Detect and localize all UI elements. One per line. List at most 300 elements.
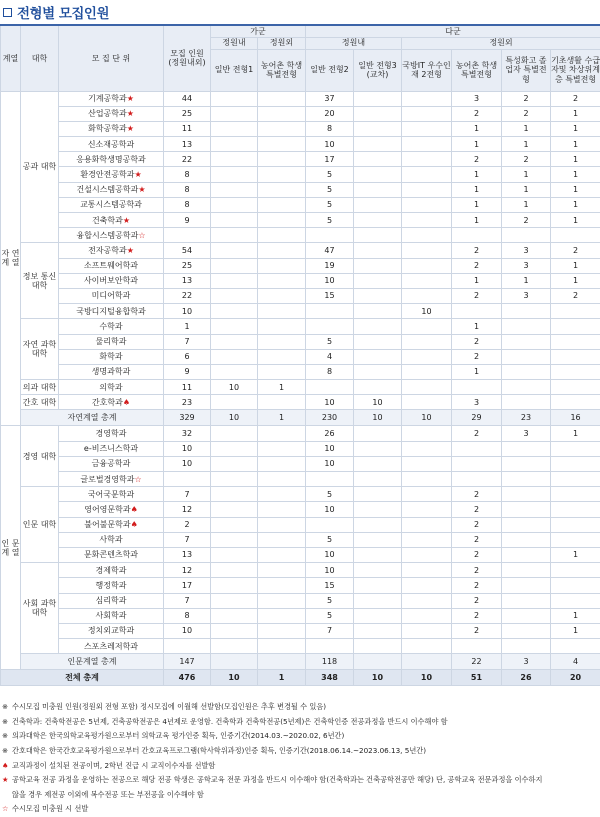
value-cell xyxy=(402,349,452,364)
subtotal-label: 자연계열 총계 xyxy=(21,410,164,426)
value-cell xyxy=(402,288,452,303)
value-cell xyxy=(258,547,306,562)
value-cell xyxy=(551,472,600,487)
table-row xyxy=(1,608,600,623)
value-cell: 10 xyxy=(306,137,354,152)
subtotal-cell: 10 xyxy=(211,410,258,426)
value-cell xyxy=(211,426,258,441)
subtotal-cell: 23 xyxy=(502,410,551,426)
value-cell xyxy=(402,319,452,334)
dept-cell xyxy=(59,563,164,578)
dept-cell xyxy=(59,364,164,379)
value-cell: 19 xyxy=(306,258,354,273)
value-cell xyxy=(502,228,551,243)
value-cell xyxy=(258,91,306,106)
dept-name: 의학과 xyxy=(99,383,122,392)
table-row xyxy=(1,304,600,319)
dept-cell xyxy=(59,91,164,106)
footnote xyxy=(2,759,600,774)
table-row xyxy=(1,517,600,532)
value-cell xyxy=(354,441,402,456)
footnote xyxy=(2,802,600,817)
value-cell xyxy=(402,243,452,258)
value-cell: 10 xyxy=(306,502,354,517)
dept-cell xyxy=(59,578,164,593)
value-cell xyxy=(211,91,258,106)
header-ga-rural: 농어촌 학생 특별전형 xyxy=(258,49,306,91)
value-cell: 1 xyxy=(551,547,600,562)
value-cell xyxy=(211,334,258,349)
value-cell: 8 xyxy=(306,364,354,379)
value-cell xyxy=(402,152,452,167)
value-cell xyxy=(354,349,402,364)
footnote xyxy=(2,715,600,730)
value-cell xyxy=(258,288,306,303)
value-cell xyxy=(402,502,452,517)
table-row xyxy=(1,593,600,608)
table-row xyxy=(1,532,600,547)
value-cell xyxy=(354,213,402,228)
value-cell: 2 xyxy=(452,426,502,441)
value-cell xyxy=(211,578,258,593)
category-cell: 자 연 계 열 xyxy=(1,91,21,426)
value-cell xyxy=(502,349,551,364)
dept-cell xyxy=(59,472,164,487)
college-cell: 정보 통신 대학 xyxy=(21,243,59,319)
value-cell: 2 xyxy=(452,517,502,532)
value-cell: 2 xyxy=(452,487,502,502)
footnote-mark-icon: ※ xyxy=(2,700,12,715)
value-cell: 1 xyxy=(502,273,551,288)
value-cell: 13 xyxy=(164,547,211,562)
value-cell: 2 xyxy=(452,243,502,258)
value-cell xyxy=(258,426,306,441)
table-row xyxy=(1,578,600,593)
subtotal-cell: 3 xyxy=(502,654,551,670)
subtotal-cell: 230 xyxy=(306,410,354,426)
value-cell xyxy=(211,456,258,471)
value-cell xyxy=(354,380,402,395)
value-cell: 1 xyxy=(551,273,600,288)
value-cell: 1 xyxy=(502,167,551,182)
table-row xyxy=(1,319,600,334)
value-cell xyxy=(211,167,258,182)
table-row xyxy=(1,334,600,349)
header-da-general3: 일반 전형3 (교차) xyxy=(354,49,402,91)
value-cell xyxy=(354,304,402,319)
value-cell xyxy=(211,547,258,562)
dept-mark-icon: ★ xyxy=(123,216,130,225)
value-cell: 1 xyxy=(551,152,600,167)
value-cell xyxy=(502,304,551,319)
value-cell xyxy=(258,273,306,288)
dept-mark-icon: ☆ xyxy=(138,231,145,240)
footnotes xyxy=(0,700,600,817)
value-cell xyxy=(354,593,402,608)
value-cell: 7 xyxy=(306,623,354,638)
table-row xyxy=(1,106,600,121)
value-cell xyxy=(551,319,600,334)
value-cell: 17 xyxy=(164,578,211,593)
value-cell xyxy=(354,608,402,623)
table-row xyxy=(1,441,600,456)
value-cell xyxy=(258,487,306,502)
value-cell xyxy=(258,243,306,258)
value-cell xyxy=(502,547,551,562)
dept-name: 심리학과 xyxy=(96,596,127,605)
footnote-text: 수시모집 미충원 인원(정원외 전형 포함) 정시모집에 이월해 선발함(모집인원은 추후 변경될 수 있음) xyxy=(12,702,326,711)
subtotal-cell: 4 xyxy=(551,654,600,670)
value-cell xyxy=(354,197,402,212)
value-cell: 2 xyxy=(502,91,551,106)
value-cell: 8 xyxy=(306,121,354,136)
total-row xyxy=(1,670,600,686)
square-bullet-icon xyxy=(3,8,12,17)
value-cell: 2 xyxy=(452,502,502,517)
value-cell xyxy=(551,334,600,349)
value-cell xyxy=(402,426,452,441)
value-cell xyxy=(211,608,258,623)
value-cell: 2 xyxy=(452,288,502,303)
value-cell xyxy=(354,502,402,517)
value-cell xyxy=(354,623,402,638)
value-cell: 2 xyxy=(452,152,502,167)
dept-name: 생명과학과 xyxy=(92,367,131,376)
total-cell: 1 xyxy=(258,670,306,686)
value-cell xyxy=(551,364,600,379)
value-cell xyxy=(551,487,600,502)
value-cell: 11 xyxy=(164,380,211,395)
value-cell xyxy=(258,441,306,456)
value-cell: 2 xyxy=(551,243,600,258)
dept-cell xyxy=(59,182,164,197)
table-row xyxy=(1,487,600,502)
footnote xyxy=(2,729,600,744)
value-cell xyxy=(211,182,258,197)
table-row xyxy=(1,273,600,288)
dept-name: 기계공학과 xyxy=(88,94,127,103)
value-cell xyxy=(551,456,600,471)
dept-name: 스포츠레저학과 xyxy=(84,642,138,651)
value-cell: 22 xyxy=(164,288,211,303)
value-cell xyxy=(211,197,258,212)
value-cell: 1 xyxy=(452,364,502,379)
value-cell xyxy=(258,258,306,273)
subtotal-label: 인문계열 총계 xyxy=(21,654,164,670)
dept-name: 소프트웨어학과 xyxy=(84,261,138,270)
value-cell xyxy=(211,364,258,379)
value-cell xyxy=(306,228,354,243)
value-cell xyxy=(551,532,600,547)
dept-cell xyxy=(59,106,164,121)
value-cell: 1 xyxy=(452,213,502,228)
value-cell xyxy=(258,304,306,319)
dept-name: 화학과 xyxy=(99,352,122,361)
value-cell xyxy=(354,426,402,441)
table-row xyxy=(1,547,600,562)
value-cell xyxy=(258,182,306,197)
dept-cell xyxy=(59,152,164,167)
value-cell: 10 xyxy=(306,547,354,562)
value-cell xyxy=(211,106,258,121)
value-cell: 3 xyxy=(452,91,502,106)
value-cell: 1 xyxy=(551,121,600,136)
value-cell xyxy=(258,228,306,243)
header-ga-general1: 일반 전형1 xyxy=(211,49,258,91)
value-cell xyxy=(258,106,306,121)
value-cell xyxy=(551,593,600,608)
header-unit: 모 집 단 위 xyxy=(59,25,164,91)
value-cell xyxy=(164,639,211,654)
dept-mark-icon: ★ xyxy=(138,185,145,194)
value-cell xyxy=(164,472,211,487)
value-cell xyxy=(402,578,452,593)
value-cell xyxy=(211,213,258,228)
dept-cell xyxy=(59,426,164,441)
dept-name: 전자공학과 xyxy=(88,246,127,255)
value-cell: 7 xyxy=(164,334,211,349)
total-cell: 10 xyxy=(402,670,452,686)
footnote-text: 수시모집 미충원 시 선발 xyxy=(12,804,88,813)
value-cell xyxy=(551,639,600,654)
value-cell: 25 xyxy=(164,106,211,121)
dept-cell xyxy=(59,197,164,212)
value-cell xyxy=(258,349,306,364)
header-da-group: 다군 xyxy=(306,25,600,37)
value-cell xyxy=(502,532,551,547)
table-row xyxy=(1,137,600,152)
value-cell xyxy=(402,472,452,487)
value-cell xyxy=(502,639,551,654)
value-cell: 10 xyxy=(164,623,211,638)
value-cell xyxy=(502,517,551,532)
value-cell xyxy=(402,563,452,578)
value-cell: 5 xyxy=(306,593,354,608)
total-cell: 348 xyxy=(306,670,354,686)
table-row xyxy=(1,395,600,410)
value-cell xyxy=(354,137,402,152)
footnote-mark-icon: ☆ xyxy=(2,802,12,817)
value-cell xyxy=(211,288,258,303)
value-cell: 2 xyxy=(452,349,502,364)
value-cell xyxy=(502,563,551,578)
dept-name: 사학과 xyxy=(99,535,122,544)
dept-mark-icon: ★ xyxy=(127,109,134,118)
value-cell: 22 xyxy=(164,152,211,167)
dept-cell xyxy=(59,258,164,273)
value-cell xyxy=(354,563,402,578)
subtotal-cell: 147 xyxy=(164,654,211,670)
value-cell xyxy=(354,106,402,121)
header-da-talent: 국방IT 우수인재 2전형 xyxy=(402,49,452,91)
value-cell: 10 xyxy=(211,380,258,395)
value-cell xyxy=(551,304,600,319)
value-cell: 1 xyxy=(551,426,600,441)
value-cell: 2 xyxy=(452,563,502,578)
value-cell xyxy=(354,288,402,303)
footnote-text: 간호대학은 한국간호교육평가원으로부터 간호교육프로그램(학사학위과정)인증 획득, 인증기간(2018.06.14.~2023.06.13, 5년간) xyxy=(12,746,426,755)
value-cell xyxy=(402,91,452,106)
value-cell xyxy=(402,547,452,562)
value-cell xyxy=(211,258,258,273)
dept-cell xyxy=(59,319,164,334)
value-cell: 8 xyxy=(164,167,211,182)
table-row xyxy=(1,364,600,379)
value-cell xyxy=(402,182,452,197)
footnote-mark-icon: ♠ xyxy=(2,759,12,774)
dept-name: 응용화학생명공학과 xyxy=(76,155,146,164)
value-cell xyxy=(402,106,452,121)
value-cell xyxy=(258,197,306,212)
value-cell: 1 xyxy=(551,623,600,638)
value-cell xyxy=(164,228,211,243)
dept-name: 간호학과 xyxy=(92,398,123,407)
subtotal-cell: 10 xyxy=(354,410,402,426)
table-row xyxy=(1,563,600,578)
value-cell: 10 xyxy=(164,304,211,319)
subtotal-cell: 118 xyxy=(306,654,354,670)
value-cell xyxy=(502,319,551,334)
value-cell xyxy=(258,517,306,532)
table-row xyxy=(1,288,600,303)
total-cell: 10 xyxy=(211,670,258,686)
value-cell xyxy=(258,578,306,593)
dept-cell xyxy=(59,273,164,288)
value-cell: 1 xyxy=(452,137,502,152)
dept-name: 행정학과 xyxy=(96,581,127,590)
subtotal-cell xyxy=(258,654,306,670)
value-cell: 1 xyxy=(551,106,600,121)
table-row xyxy=(1,228,600,243)
value-cell xyxy=(258,593,306,608)
table-row xyxy=(1,91,600,106)
dept-cell xyxy=(59,441,164,456)
footnote-mark-icon: ★ xyxy=(2,773,12,788)
table-row xyxy=(1,472,600,487)
value-cell xyxy=(551,441,600,456)
header-ga-in-quota: 정원내 xyxy=(211,37,258,49)
footnote-text: 교직과정이 설치된 전공이며, 2학년 진급 시 교직이수자를 선발함 xyxy=(12,761,215,770)
value-cell: 3 xyxy=(502,243,551,258)
value-cell: 37 xyxy=(306,91,354,106)
value-cell: 9 xyxy=(164,364,211,379)
dept-name: 정치외교학과 xyxy=(88,626,134,635)
value-cell xyxy=(211,243,258,258)
value-cell xyxy=(354,121,402,136)
value-cell xyxy=(354,167,402,182)
dept-mark-icon: ♠ xyxy=(131,505,138,514)
value-cell: 10 xyxy=(306,395,354,410)
value-cell xyxy=(258,213,306,228)
value-cell: 25 xyxy=(164,258,211,273)
subtotal-cell: 1 xyxy=(258,410,306,426)
dept-mark-icon: ★ xyxy=(134,170,141,179)
college-cell: 사회 과학 대학 xyxy=(21,563,59,654)
dept-mark-icon: ☆ xyxy=(134,475,141,484)
value-cell xyxy=(211,623,258,638)
value-cell: 10 xyxy=(354,395,402,410)
value-cell: 1 xyxy=(452,197,502,212)
value-cell xyxy=(211,502,258,517)
dept-name: 융합시스템공학과 xyxy=(77,231,139,240)
table-row xyxy=(1,456,600,471)
value-cell: 15 xyxy=(306,288,354,303)
footnote xyxy=(2,700,600,715)
value-cell xyxy=(258,623,306,638)
total-label: 전체 총계 xyxy=(1,670,164,686)
value-cell: 10 xyxy=(306,441,354,456)
header-quota: 모집 인원 (정원내외) xyxy=(164,25,211,91)
dept-name: 영어영문학과 xyxy=(84,505,130,514)
value-cell: 3 xyxy=(452,395,502,410)
dept-cell xyxy=(59,213,164,228)
value-cell: 8 xyxy=(164,608,211,623)
value-cell xyxy=(354,334,402,349)
value-cell xyxy=(402,334,452,349)
value-cell xyxy=(551,517,600,532)
value-cell xyxy=(551,349,600,364)
table-row xyxy=(1,243,600,258)
value-cell: 5 xyxy=(306,487,354,502)
dept-name: 국어국문학과 xyxy=(88,490,134,499)
value-cell: 11 xyxy=(164,121,211,136)
total-cell: 20 xyxy=(551,670,600,686)
value-cell: 2 xyxy=(551,288,600,303)
value-cell xyxy=(354,532,402,547)
dept-mark-icon: ♠ xyxy=(131,520,138,529)
dept-cell xyxy=(59,608,164,623)
value-cell: 1 xyxy=(551,197,600,212)
value-cell xyxy=(211,593,258,608)
value-cell xyxy=(258,608,306,623)
value-cell xyxy=(452,304,502,319)
value-cell: 2 xyxy=(452,578,502,593)
value-cell xyxy=(258,152,306,167)
dept-cell xyxy=(59,334,164,349)
value-cell xyxy=(211,319,258,334)
value-cell: 7 xyxy=(164,487,211,502)
value-cell: 1 xyxy=(551,182,600,197)
value-cell: 6 xyxy=(164,349,211,364)
dept-cell xyxy=(59,121,164,136)
dept-name: 국방디지털융합학과 xyxy=(76,307,146,316)
value-cell: 5 xyxy=(306,532,354,547)
table-row xyxy=(1,197,600,212)
dept-name: 경제학과 xyxy=(96,566,127,575)
value-cell: 2 xyxy=(502,152,551,167)
value-cell xyxy=(452,380,502,395)
dept-name: e-비즈니스학과 xyxy=(84,444,138,453)
value-cell: 47 xyxy=(306,243,354,258)
dept-mark-icon: ★ xyxy=(127,124,134,133)
dept-cell xyxy=(59,137,164,152)
value-cell xyxy=(402,167,452,182)
value-cell xyxy=(502,395,551,410)
value-cell: 5 xyxy=(306,608,354,623)
table-row xyxy=(1,167,600,182)
value-cell: 1 xyxy=(551,137,600,152)
dept-cell xyxy=(59,304,164,319)
dept-cell xyxy=(59,517,164,532)
value-cell xyxy=(306,517,354,532)
value-cell: 3 xyxy=(502,288,551,303)
value-cell xyxy=(551,563,600,578)
value-cell xyxy=(402,197,452,212)
value-cell xyxy=(402,137,452,152)
value-cell: 5 xyxy=(306,182,354,197)
value-cell: 8 xyxy=(164,197,211,212)
value-cell xyxy=(354,472,402,487)
